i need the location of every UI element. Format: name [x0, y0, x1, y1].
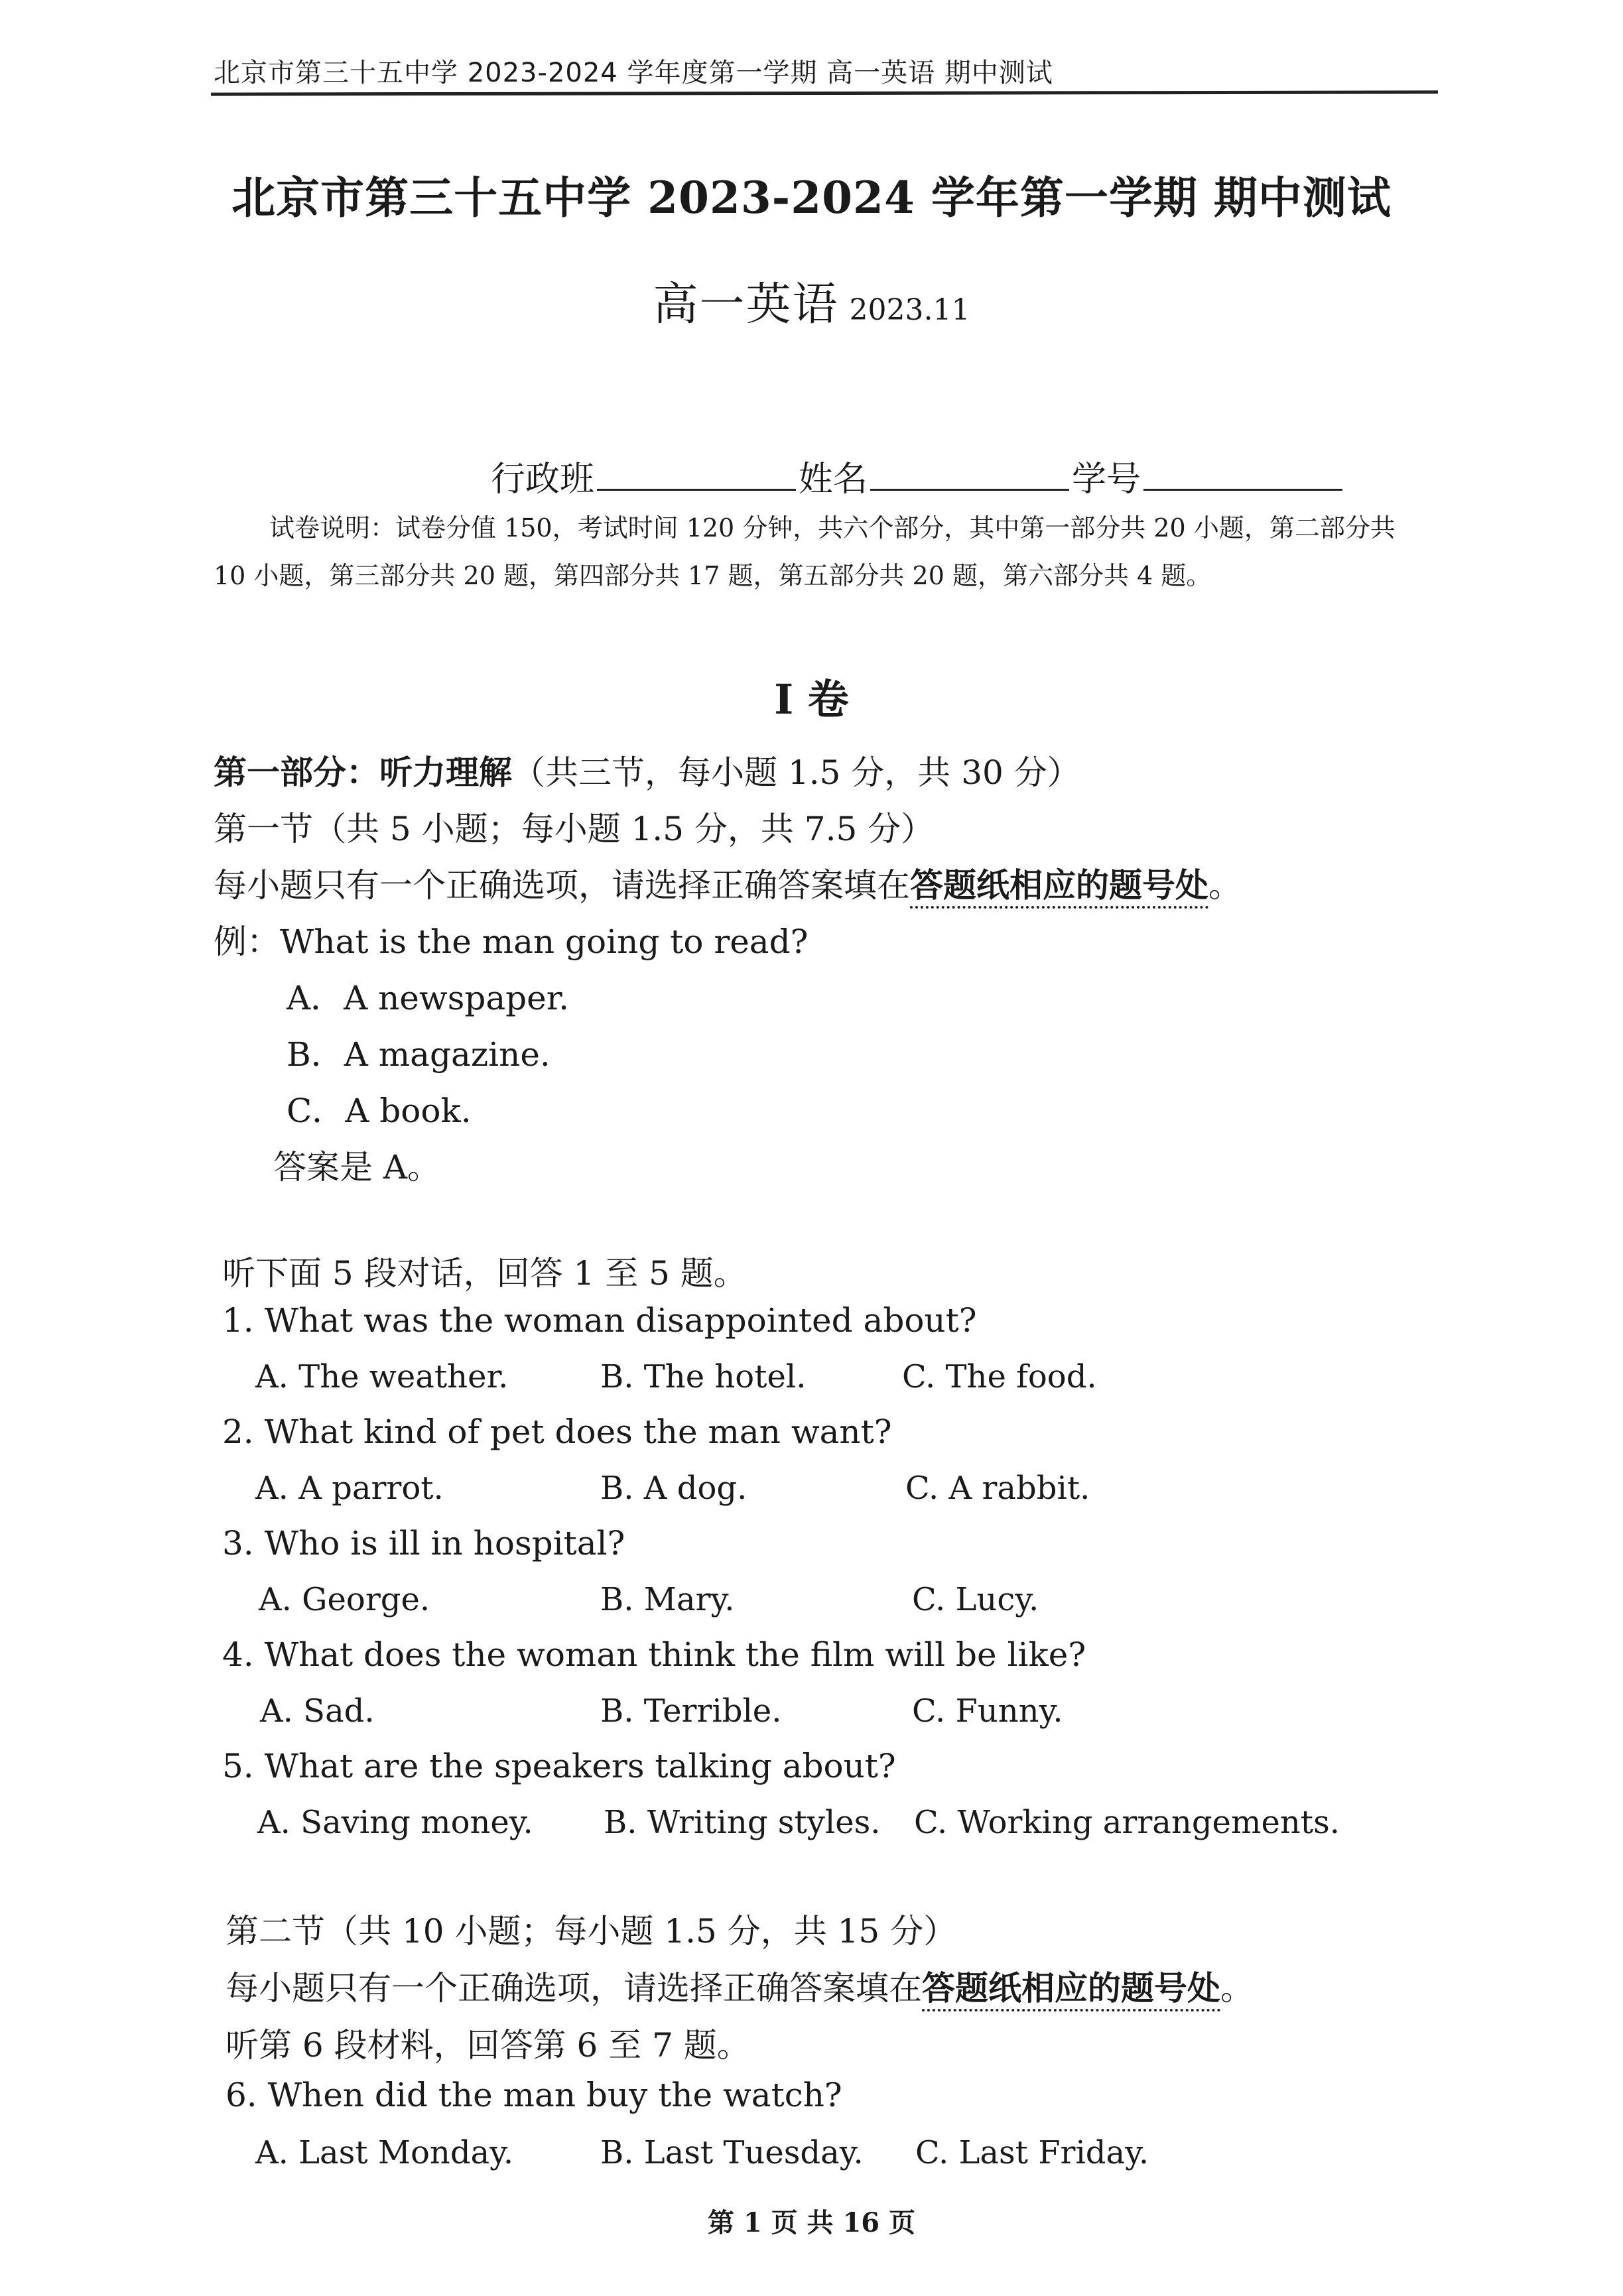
- q5-option-c: C. Working arrangements.: [914, 1804, 1340, 1841]
- example-option-c: C．A book.: [287, 1092, 472, 1130]
- q1-option-a: A. The weather.: [255, 1358, 509, 1395]
- student-info-line: [491, 451, 1345, 501]
- number-label: 学号: [1072, 460, 1141, 499]
- q3-option-c: C. Lucy.: [912, 1581, 1039, 1618]
- q2-option-a: A. A parrot.: [255, 1470, 444, 1507]
- page-footer: 第 1 页 共 16 页: [707, 2207, 916, 2238]
- exam-subtitle: [0, 269, 1623, 333]
- section1-directions: 每小题只有一个正确选项，请选择正确答案填在答题纸相应的题号处。: [214, 865, 1242, 905]
- example-option-a: A．A newspaper.: [287, 979, 570, 1017]
- question-6: 6. When did the man buy the watch?: [226, 2076, 842, 2114]
- emphasis-answer-sheet-2: 答题纸相应的题号处: [922, 1968, 1220, 2008]
- listen-intro-2: 听第 6 段材料，回答第 6 至 7 题。: [226, 2026, 750, 2065]
- q4-option-a: A. Sad.: [260, 1692, 375, 1730]
- question-1: 1. What was the woman disappointed about?: [222, 1301, 977, 1340]
- section2-directions: 每小题只有一个正确选项，请选择正确答案填在答题纸相应的题号处。: [226, 1968, 1254, 2008]
- running-header: 北京市第三十五中学 2023-2024 学年度第一学期 高一英语 期中测试: [214, 58, 1053, 88]
- name-blank[interactable]: [870, 462, 1069, 491]
- number-blank[interactable]: [1143, 462, 1342, 491]
- q6-option-c: C. Last Friday.: [915, 2134, 1149, 2171]
- q5-option-a: A. Saving money.: [257, 1804, 533, 1841]
- question-3: 3. Who is ill in hospital?: [222, 1524, 625, 1563]
- header-rule: [211, 90, 1438, 96]
- q5-option-b: B. Writing styles.: [604, 1804, 881, 1841]
- volume-label: I 卷: [774, 675, 849, 724]
- exam-instructions: 试卷说明：试卷分值 150，考试时间 120 分钟，共六个部分，其中第一部分共 20 小题，第二部分共 10 小题，第三部分共 20 题，第四部分共 17 题，第五部分共 20 题，第六部分共 4 题。: [214, 513, 1396, 590]
- q3-option-a: A. George.: [259, 1581, 430, 1618]
- q3-option-b: B. Mary.: [600, 1581, 735, 1618]
- emphasis-answer-sheet: 答题纸相应的题号处: [910, 865, 1208, 905]
- q2-option-c: C. A rabbit.: [905, 1470, 1090, 1507]
- section2-heading: 第二节（共 10 小题；每小题 1.5 分，共 15 分）: [226, 1912, 957, 1950]
- question-2: 2. What kind of pet does the man want?: [222, 1413, 892, 1451]
- q6-option-a: A. Last Monday.: [255, 2134, 514, 2171]
- part1-heading-title: 第一部分：听力理解: [214, 753, 512, 792]
- q2-option-b: B. A dog.: [600, 1470, 747, 1507]
- question-5: 5. What are the speakers talking about?: [222, 1747, 896, 1785]
- q6-option-b: B. Last Tuesday.: [600, 2134, 864, 2171]
- listen-intro-1: 听下面 5 段对话，回答 1 至 5 题。: [222, 1254, 747, 1293]
- part1-heading: [214, 746, 1080, 794]
- q1-option-c: C. The food.: [902, 1358, 1097, 1395]
- example-answer: 答案是 A。: [273, 1148, 441, 1186]
- part1-heading-detail: （共三节，每小题 1.5 分，共 30 分）: [512, 753, 1080, 792]
- class-label: 行政班: [491, 460, 595, 499]
- class-blank[interactable]: [597, 462, 796, 491]
- section1-heading: 第一节（共 5 小题；每小题 1.5 分，共 7.5 分）: [214, 810, 935, 848]
- q4-option-b: B. Terrible.: [600, 1692, 782, 1730]
- subject-label: 高一英语: [653, 279, 839, 331]
- name-label: 姓名: [799, 460, 868, 499]
- question-4: 4. What does the woman think the film will be like?: [222, 1635, 1086, 1674]
- example-question: 例：What is the man going to read?: [214, 923, 809, 961]
- q4-option-c: C. Funny.: [912, 1692, 1063, 1730]
- exam-title: 北京市第三十五中学 2023-2024 学年第一学期 期中测试: [231, 172, 1392, 223]
- q1-option-b: B. The hotel.: [600, 1358, 807, 1395]
- example-option-b: B．A magazine.: [287, 1035, 551, 1074]
- exam-date: 2023.11: [849, 293, 970, 327]
